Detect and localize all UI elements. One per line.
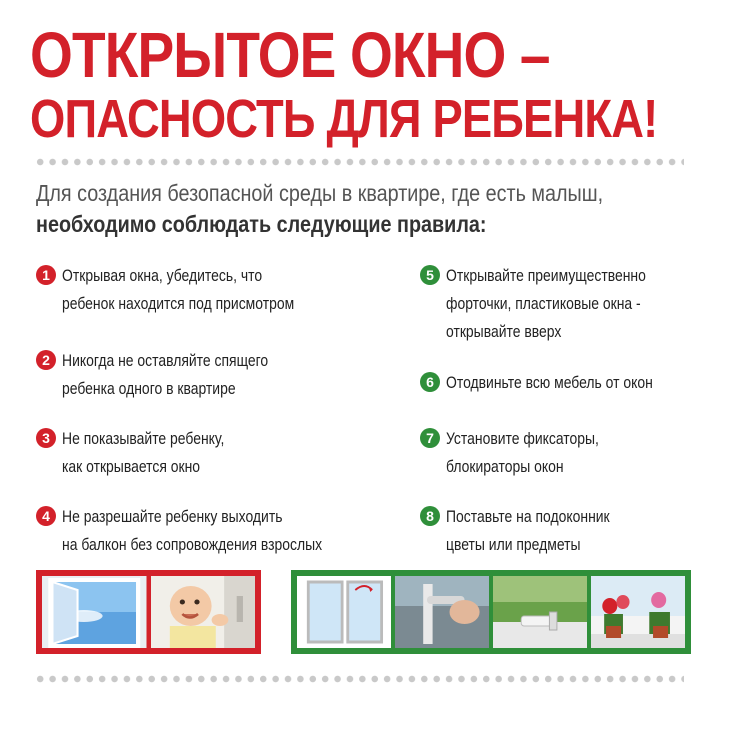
rule-6	[420, 369, 698, 397]
rule-number-badge: 8	[420, 506, 440, 526]
rule-line: блокираторы окон	[446, 457, 564, 476]
rule-text	[446, 425, 599, 481]
rule-line: как открывается окно	[62, 457, 201, 476]
photo-strip-red	[36, 570, 261, 654]
rule-text	[62, 347, 268, 403]
rule-text	[62, 425, 224, 481]
rule-line: Установите фиксаторы,	[446, 429, 599, 448]
rule-text	[62, 503, 322, 559]
flowers-on-sill-photo	[591, 576, 685, 648]
rule-line: открывайте вверх	[446, 322, 562, 341]
poster-title	[30, 19, 730, 149]
rule-5	[420, 262, 690, 346]
window-lock-photo	[493, 576, 587, 648]
rule-line: ребенок находится под присмотром	[62, 294, 295, 313]
rule-number-badge: 7	[420, 428, 440, 448]
dotted-divider-bottom	[34, 675, 684, 683]
rule-4	[36, 503, 379, 559]
rule-1	[36, 262, 345, 318]
rule-number-badge: 4	[36, 506, 56, 526]
rule-line: Не разрешайте ребенку выходить	[62, 507, 283, 526]
rule-text	[446, 503, 610, 559]
rule-line: Открывайте преимущественно	[446, 266, 646, 285]
rule-line: ребенка одного в квартире	[62, 379, 236, 398]
title-line-1: ОТКРЫТОЕ ОКНО –	[30, 19, 550, 91]
baby-at-window-photo	[151, 576, 256, 648]
title-line-2: ОПАСНОСТЬ ДЛЯ РЕБЕНКА!	[30, 89, 658, 149]
photo-strip-green	[291, 570, 691, 654]
intro-line-2: необходимо соблюдать следующие правила:	[36, 211, 487, 237]
rule-number-badge: 6	[420, 372, 440, 392]
rule-line: на балкон без сопровождения взрослых	[62, 535, 323, 554]
rule-3	[36, 425, 260, 481]
rule-number-badge: 5	[420, 265, 440, 285]
rule-text	[446, 262, 646, 346]
rule-line: Открывая окна, убедитесь, что	[62, 266, 263, 285]
dotted-divider-top	[34, 158, 684, 166]
rule-line: Никогда не оставляйте спящего	[62, 351, 269, 370]
rule-number-badge: 1	[36, 265, 56, 285]
rule-line: Поставьте на подоконник	[446, 507, 610, 526]
rule-line: цветы или предметы	[446, 535, 581, 554]
rule-number-badge: 2	[36, 350, 56, 370]
rule-7	[420, 425, 633, 481]
rule-line: Не показывайте ребенку,	[62, 429, 225, 448]
intro-text	[36, 178, 726, 240]
tilt-window-photo	[297, 576, 391, 648]
rule-number-badge: 3	[36, 428, 56, 448]
rule-2	[36, 347, 313, 403]
rule-text	[446, 369, 653, 397]
rule-line: форточки, пластиковые окна -	[446, 294, 641, 313]
open-window-photo	[42, 576, 147, 648]
rule-text	[62, 262, 294, 318]
window-handle-photo	[395, 576, 489, 648]
rule-8	[420, 503, 646, 559]
rule-line: Отодвиньте всю мебель от окон	[446, 373, 653, 392]
intro-line-1: Для создания безопасной среды в квартире, где есть малыш,	[36, 180, 604, 206]
